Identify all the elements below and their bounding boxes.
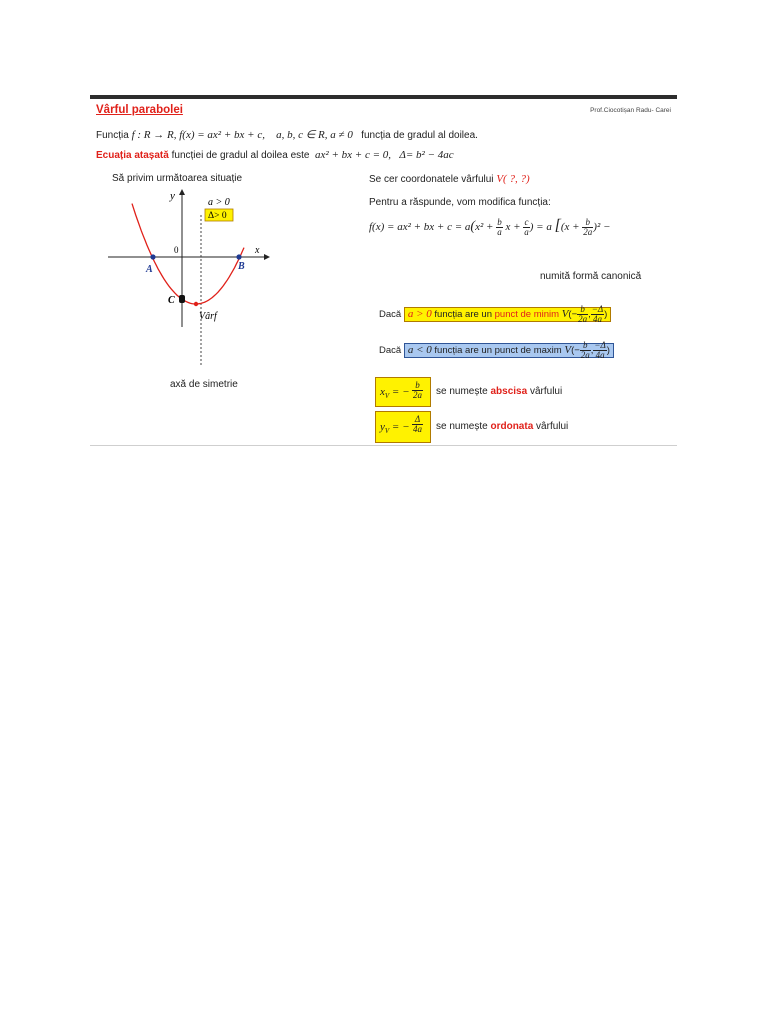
vertex-dot: [194, 302, 198, 306]
max-case-line: [379, 341, 614, 360]
vertex-question-text: Se cer coordonatele vârfului: [369, 174, 494, 185]
x-axis-label: x: [255, 245, 260, 256]
vertex-question-v: V( ?, ?): [496, 173, 530, 185]
max-case-type: punct de maxim: [494, 345, 562, 357]
transform-x-plus: x +: [505, 221, 521, 233]
min-case-cond: a > 0: [407, 308, 432, 321]
min-case-type: punct de minim: [494, 309, 560, 321]
min-case-prefix: Dacă: [379, 309, 402, 321]
equation-line: [96, 149, 454, 161]
equation-label: Ecuația atașată: [96, 150, 169, 161]
fraction-c-over-a: $\frac{c}{a}$: [524, 216, 529, 237]
min-case-box: a > 0 funcția are un punct de minim V(− $\frac{b}{2a}$ , $\frac{-\Delta}{4a}$ ): [404, 307, 611, 322]
transform-eq-a: ) = a: [529, 221, 552, 233]
definition-line: [96, 128, 478, 141]
transform-bracket-x: (x +: [560, 221, 580, 233]
transform-formula: f(x) = ax² + bx + c = a(x² + $\frac{b}{a}$ x + $\frac{c}{a}$ ) = a [(x + $\frac{b}{2a}$ )² −: [369, 216, 611, 237]
point-c-label: C: [168, 295, 175, 306]
symmetry-axis-caption: axă de simetrie: [170, 379, 238, 390]
yv-lhs: $y_V$ = −: [380, 421, 410, 436]
origin-label: 0: [174, 245, 179, 255]
ordonata-term: ordonata: [490, 421, 534, 432]
yv-description: se numește ordonata vârfului: [436, 421, 569, 432]
slide-title: Vârful parabolei: [96, 104, 183, 116]
max-case-box: a < 0 funcția are un punct de maxim V(− $\frac{b}{2a}$ , $\frac{-\Delta}{4a}$ ): [404, 343, 614, 358]
y-axis-label: y: [170, 190, 175, 202]
parabola-graph: [104, 187, 274, 377]
xv-fraction: $\frac{b}{2a}$: [413, 380, 422, 400]
transform-tail: )² −: [593, 221, 611, 233]
yv-fraction: $\frac{\Delta}{4a}$: [413, 414, 422, 434]
equation-text: funcției de gradul al doilea este: [171, 150, 310, 161]
delta-formula: Δ= b² − 4ac: [399, 149, 454, 161]
definition-formula: f : R → R, f(x) = ax² + bx + c,: [131, 129, 265, 141]
abscisa-term: abscisa: [490, 386, 528, 397]
min-case-vertex: V: [561, 308, 569, 321]
vertex-label: Vârf: [199, 311, 217, 322]
point-b-dot: [236, 254, 241, 259]
point-a-dot: [150, 254, 155, 259]
max-case-prefix: Dacă: [379, 345, 402, 357]
xv-formula-box: [375, 377, 431, 407]
condition-delta-positive: Δ> 0: [208, 211, 227, 221]
min-case-text: funcția are un: [434, 309, 492, 321]
lesson-slide: [90, 95, 677, 446]
equation-formula: ax² + bx + c = 0,: [315, 149, 392, 161]
point-c-dot: [179, 295, 185, 303]
fraction-b-over-2a: $\frac{b}{2a}$: [583, 216, 593, 237]
vertex-question: [369, 173, 530, 185]
y-axis-arrow: [179, 189, 185, 195]
definition-prefix: Funcția: [96, 130, 129, 141]
left-heading: Să privim următoarea situație: [112, 173, 243, 184]
condition-a-positive: a > 0: [208, 197, 230, 208]
author-credit: Prof.Ciocotișan Radu- Carei: [590, 107, 671, 114]
xv-lhs: $x_V$ = −: [380, 386, 410, 401]
yv-formula-box: [375, 411, 431, 443]
max-case-cond: a < 0: [407, 344, 432, 357]
point-b-label: B: [238, 261, 245, 272]
fraction-b-over-a: $\frac{b}{a}$: [497, 216, 502, 237]
min-case-line: [379, 305, 611, 324]
canonical-form-caption: numită formă canonică: [540, 271, 642, 282]
transform-lhs: f(x) = ax² + bx + c = a: [369, 221, 471, 233]
transform-intro: Pentru a răspunde, vom modifica funcția:: [369, 197, 551, 208]
transform-inner-x2: x² +: [475, 221, 494, 233]
definition-conditions: a, b, c ∈ R, a ≠ 0: [276, 129, 353, 141]
x-axis-arrow: [264, 254, 270, 260]
xv-description: se numește abscisa vârfului: [436, 386, 563, 397]
max-case-text: funcția are un: [434, 345, 492, 357]
point-a-label: A: [146, 264, 153, 275]
definition-suffix: funcția de gradul al doilea.: [361, 130, 478, 141]
max-case-vertex: V: [564, 344, 572, 357]
